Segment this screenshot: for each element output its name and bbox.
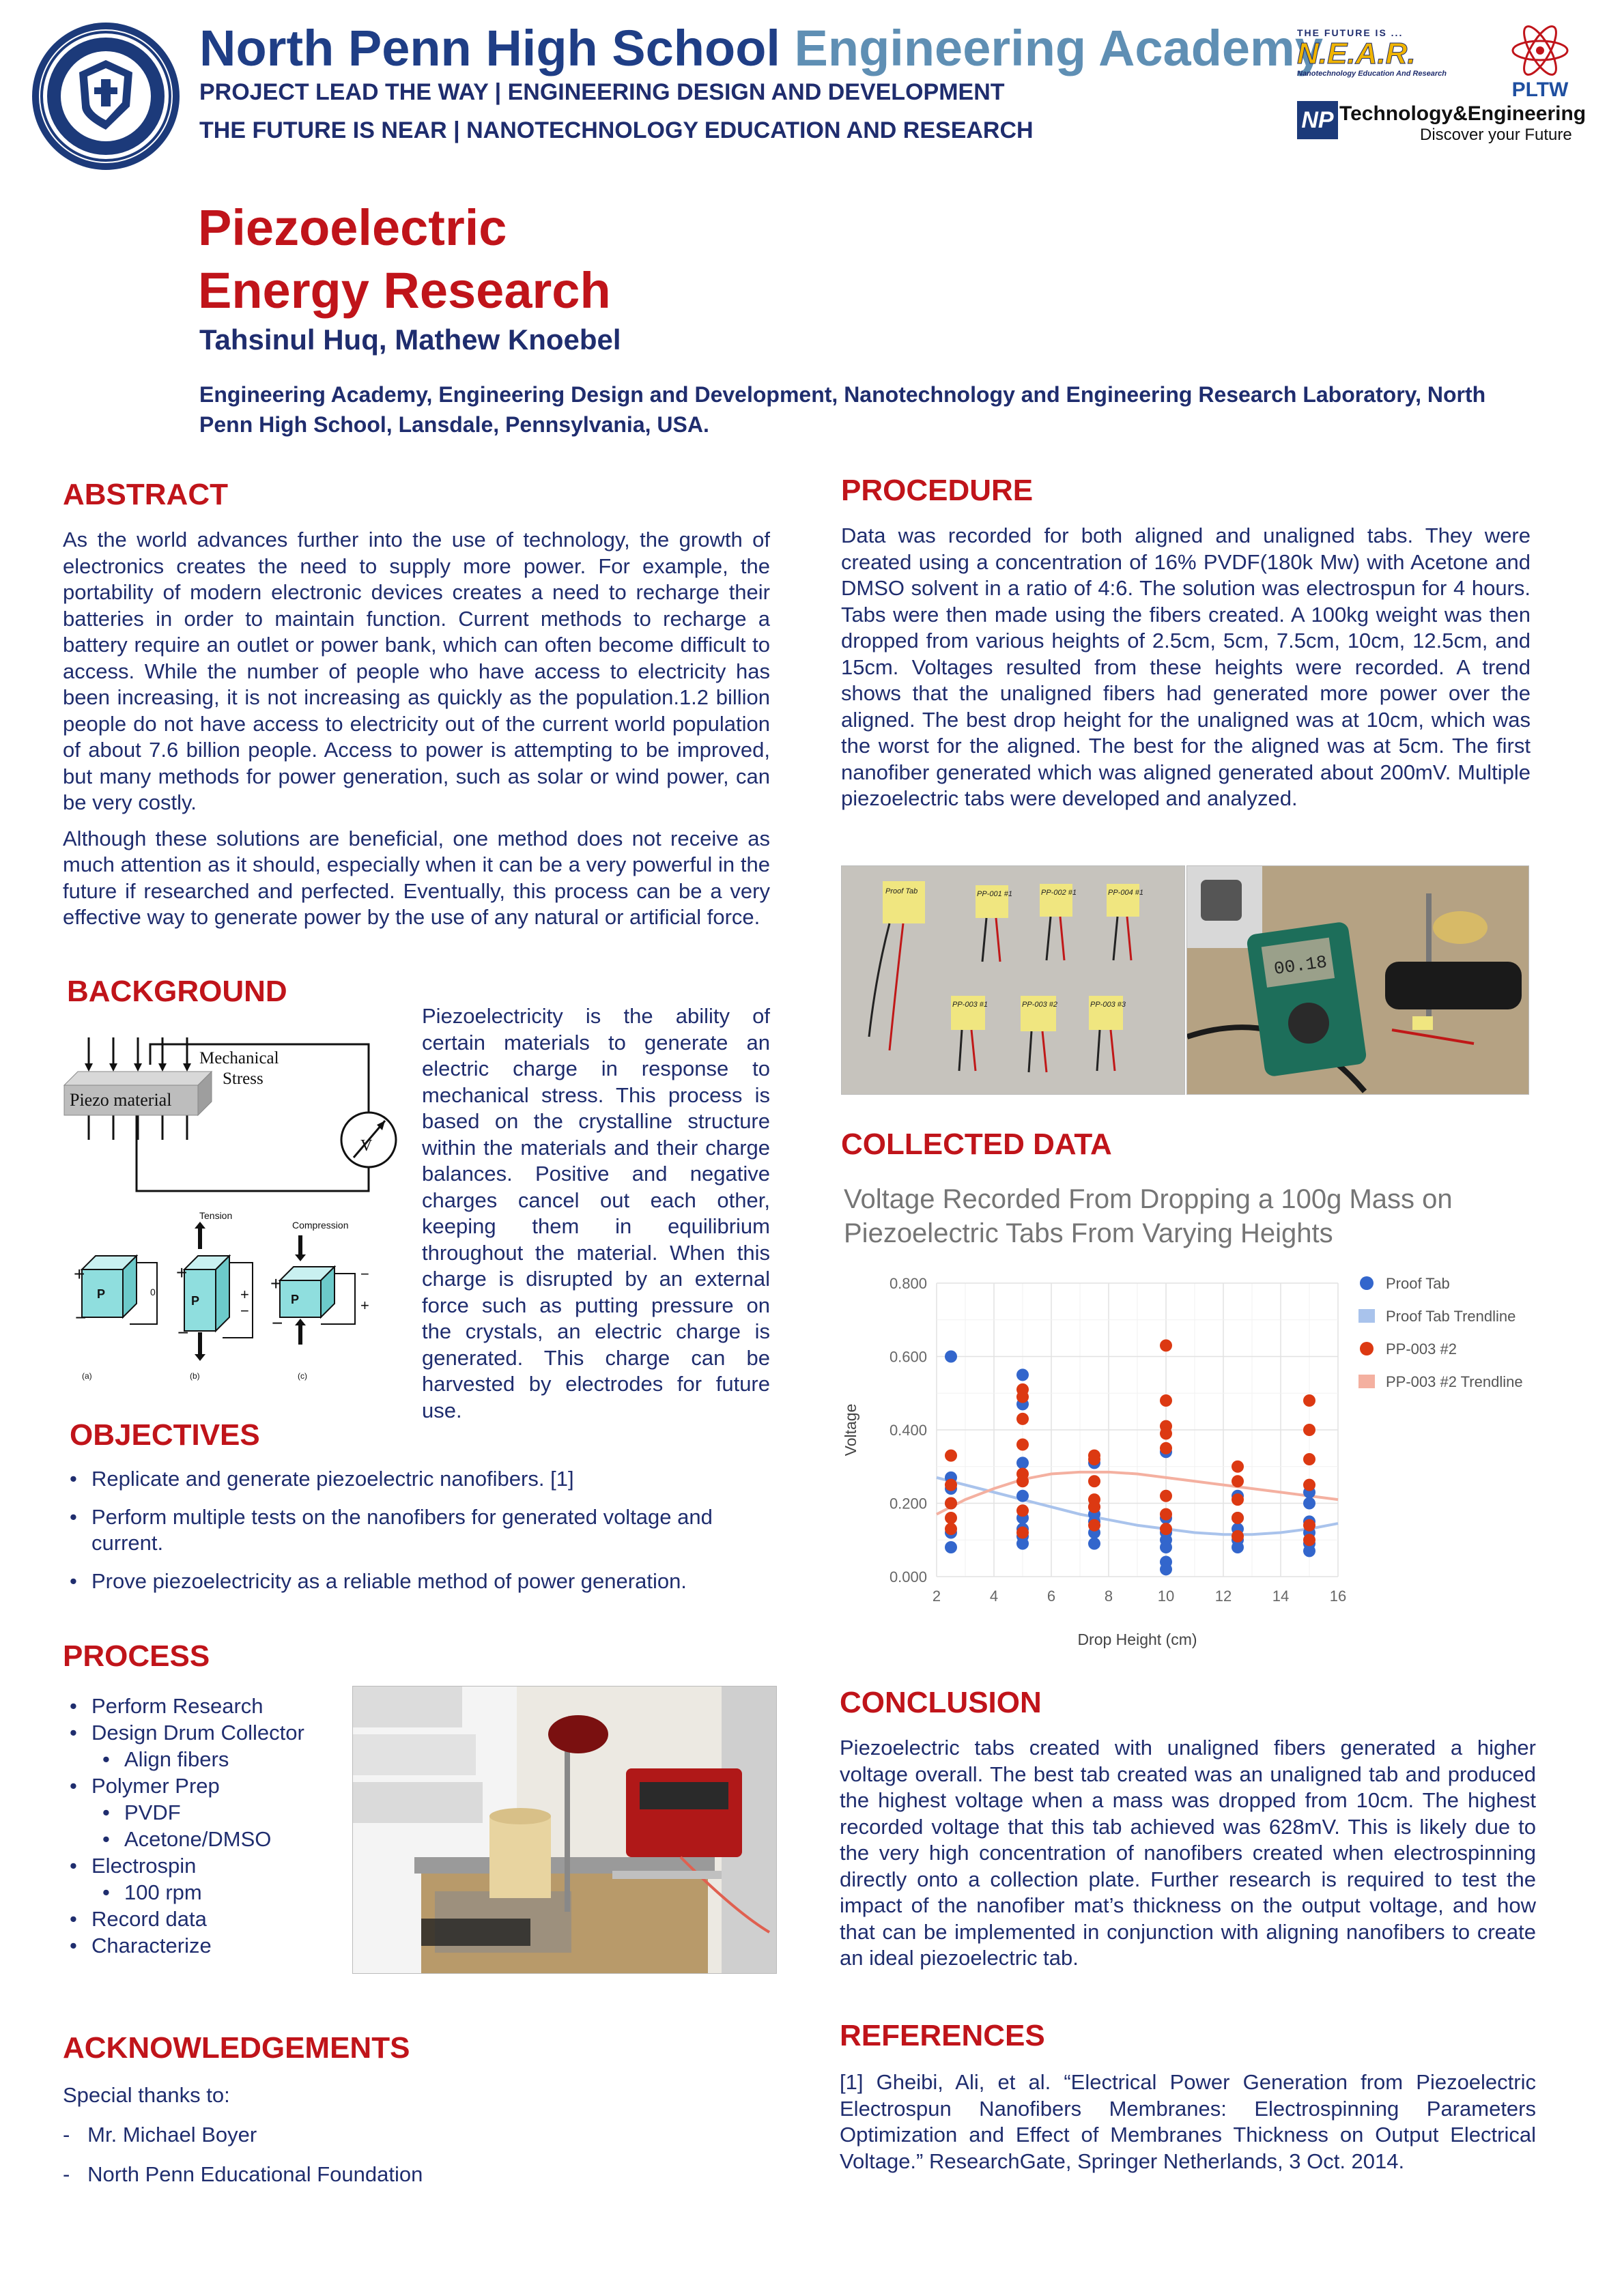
data-point [1088, 1538, 1100, 1550]
np-badge: NP [1297, 101, 1338, 139]
procedure-heading: PROCEDURE [841, 474, 1034, 507]
cell-c-side-plus: + [360, 1297, 369, 1314]
caption-a: (a) [82, 1371, 92, 1381]
cell-b-side-minus: − [240, 1302, 249, 1319]
tab-label: PP-004 #1 [1108, 889, 1143, 897]
data-point [945, 1523, 957, 1535]
diagram-mech-label-2: Stress [223, 1070, 264, 1088]
tension-label: Tension [199, 1210, 233, 1221]
y-tick-label: 0.800 [889, 1275, 927, 1292]
acknowledgements-intro: Special thanks to: [63, 2083, 230, 2107]
references-heading: REFERENCES [840, 2019, 1045, 2052]
cell-a-minus: − [75, 1307, 87, 1328]
near-logo [1297, 27, 1502, 82]
x-tick-label: 6 [1047, 1588, 1056, 1605]
authors: Tahsinul Huq, Mathew Knoebel [199, 324, 621, 356]
process-item: • Electrospin [63, 1852, 350, 1879]
data-point [1160, 1427, 1172, 1439]
voltage-chart [841, 1181, 1537, 1672]
poster-title-line2: Energy Research [198, 262, 611, 319]
legend-label: Proof Tab Trendline [1386, 1308, 1516, 1325]
data-point [1303, 1453, 1315, 1465]
data-point [1303, 1424, 1315, 1436]
chart-title: Voltage Recorded From Dropping a 100g Mass on Piezoelectric Tabs From Varying Heights [844, 1184, 1453, 1248]
acknowledgement-name: - North Penn Educational Foundation [63, 2162, 423, 2186]
process-subitem: • 100 rpm [63, 1879, 350, 1906]
data-point [1303, 1545, 1315, 1557]
data-point [1160, 1442, 1172, 1454]
multimeter-photo [1186, 865, 1529, 1095]
pltw-label: PLTW [1511, 78, 1569, 101]
data-point [1016, 1527, 1029, 1539]
cell-b-plus: + [176, 1262, 188, 1283]
conclusion-text: Piezoelectric tabs created with unaligned fibers generated a higher voltage overall. The best tab created was an unaligned tab and produced the highest voltage when a mass was dropped from 10cm. The highest recorded voltage that this tab achieved was 628mV. This is likely due to the very high concentration of nanofibers created when electrospinning directly onto a collection plate. Further research is required to test the impact of the nanofiber mat’s thickness on the output voltage, and how that can be implemented in conjunction with aligning nanofibers to create an ideal piezoelectric tab. [840, 1736, 1536, 1970]
tab-label: PP-002 #1 [1041, 889, 1077, 897]
data-point [1160, 1541, 1172, 1553]
tab-label: PP-003 #3 [1090, 1001, 1126, 1009]
data-point [1303, 1519, 1315, 1532]
x-tick-label: 8 [1104, 1588, 1113, 1605]
abstract-paragraph-1: As the world advances further into the use of technology, the growth of electronics creates the need to supply more power. For example, the portability of modern electronic devices creates a need to recharge their batteries in order to maintain function. Current methods to recharge a battery require an outlet or power bank, which can often become difficult to access. While the number of people who have access to electricity has been increasing, it is not increasing as quickly as the population.1.2 billion people do not have access to electricity out of the current world population of about 7.6 billion people. Access to power is attempting to be improved, but many methods for power generation, such as solar or wind power, can be very costly. [63, 528, 770, 814]
voltmeter-label: V [360, 1137, 373, 1155]
data-point [1016, 1475, 1029, 1487]
data-point [1160, 1563, 1172, 1575]
affiliation: Engineering Academy, Engineering Design and Development, Nanotechnology and Engineering Research Laboratory, North Penn High School, Lansdale, Pennsylvania, USA. [199, 382, 1486, 437]
background-text: Piezoelectricity is the ability of certain materials to generate an electric charge in response to mechanical stress. This process is based on the crystalline structure within the materials and their charge balances. Positive and negative charges cancel out each other, keeping them in equilibrium throughout the material. When this charge is disrupted by an external force such as putting pressure on the crystals, an electric charge is generated. This charge can be harvested by electrodes for future use. [422, 1004, 770, 1422]
legend-marker [1360, 1342, 1374, 1355]
cell-b-p: P [191, 1294, 200, 1308]
data-point [1160, 1508, 1172, 1521]
procedure-text: Data was recorded for both aligned and unaligned tabs. They were created using a concentration of 16% PVDF(180k Mw) with Acetone and DMSO solvent in a ratio of 4:6. The solution was electrospun for 4 hours. Tabs were then made using the fibers created. A 100kg weight was then dropped from various heights of 2.5cm, 5cm, 7.5cm, 10cm, 12.5cm, and 15cm. Voltages resulted from these heights were recorded. A trend shows that the unaligned fibers had generated more power over the aligned. The best drop height for the unaligned was at 10cm, which was the worst for the aligned. The best for the aligned was at 5cm. The first nanofiber generated which was aligned generated about 200mV. Multiple piezoelectric tabs were developed and analyzed. [841, 523, 1531, 810]
diagram-piezo-label: Piezo material [70, 1090, 172, 1110]
cell-c-minus: − [272, 1312, 283, 1334]
data-point [945, 1351, 957, 1363]
legend-marker [1358, 1309, 1375, 1323]
y-axis-label: Voltage [842, 1403, 859, 1456]
data-point [1303, 1534, 1315, 1546]
process-subitem: • Acetone/DMSO [63, 1826, 350, 1852]
data-point [1160, 1394, 1172, 1407]
data-point [1016, 1413, 1029, 1425]
near-subtitle: Nanotechnology Education And Research [1297, 70, 1447, 78]
conclusion-heading: CONCLUSION [840, 1686, 1042, 1719]
data-point [1016, 1439, 1029, 1451]
objective-item: • Replicate and generate piezoelectric nanofibers. [1] [63, 1466, 773, 1492]
te-line2: Discover your Future [1420, 126, 1572, 144]
cell-a-p: P [97, 1287, 106, 1301]
process-item: • Design Drum Collector [63, 1719, 350, 1746]
abstract-heading: ABSTRACT [63, 478, 228, 511]
data-point [945, 1450, 957, 1462]
process-item: • Perform Research [63, 1693, 350, 1719]
poster-title [198, 197, 611, 322]
cell-c-side-minus: − [360, 1265, 369, 1282]
objective-item: • Prove piezoelectricity as a reliable method of power generation. [63, 1568, 773, 1594]
background-heading: BACKGROUND [67, 975, 287, 1008]
data-point [1088, 1519, 1100, 1532]
electrospinning-setup-photo [352, 1686, 777, 1974]
x-tick-label: 14 [1272, 1588, 1290, 1605]
near-name: N.E.A.R. [1297, 37, 1416, 70]
process-item: • Record data [63, 1906, 350, 1932]
data-point [1088, 1475, 1100, 1487]
header-title [199, 19, 1323, 77]
y-tick-label: 0.600 [889, 1348, 927, 1366]
data-point [1232, 1461, 1244, 1473]
data-point [1303, 1394, 1315, 1407]
objective-item: • Perform multiple tests on the nanofibers for generated voltage and current. [63, 1504, 773, 1556]
legend-marker [1358, 1375, 1375, 1388]
data-point [945, 1479, 957, 1491]
acknowledgements-heading: ACKNOWLEDGEMENTS [63, 2031, 410, 2065]
data-point [1232, 1512, 1244, 1524]
process-subitem: • PVDF [63, 1799, 350, 1826]
abstract-paragraph-2: Although these solutions are beneficial, one method does not receive as much attention as it should, especially when it can be a very powerful in the future if researched and perfected. Eventually, this process can be a very effective way to generate power by the use of any natural or artificial force. [63, 826, 770, 929]
data-point [1088, 1453, 1100, 1465]
x-tick-label: 2 [932, 1588, 941, 1605]
legend-label: Proof Tab [1386, 1275, 1450, 1292]
compression-label: Compression [292, 1220, 349, 1231]
cell-c-p: P [291, 1293, 300, 1306]
cell-a-plus: + [74, 1263, 85, 1285]
data-point [1232, 1493, 1244, 1506]
y-tick-label: 0.000 [889, 1568, 927, 1585]
data-point [945, 1497, 957, 1510]
pltw-logo [1499, 23, 1581, 101]
collected-data-heading: COLLECTED DATA [841, 1128, 1112, 1161]
abstract-body [63, 527, 770, 941]
acknowledgement-name: - Mr. Michael Boyer [63, 2123, 257, 2147]
data-point [1016, 1456, 1029, 1469]
data-point [1016, 1504, 1029, 1517]
x-tick-label: 12 [1214, 1588, 1232, 1605]
x-tick-label: 16 [1329, 1588, 1347, 1605]
data-point [1016, 1538, 1029, 1550]
data-point [1232, 1541, 1244, 1553]
data-point [1016, 1391, 1029, 1403]
caption-c: (c) [298, 1371, 307, 1381]
cell-a-zero: 0 [150, 1287, 156, 1297]
data-point [1160, 1490, 1172, 1502]
process-item: • Polymer Prep [63, 1773, 350, 1799]
crystal-cell-b [176, 1222, 253, 1381]
cell-c-plus: + [270, 1273, 282, 1294]
meter-display: 00.18 [1272, 951, 1328, 980]
data-point [1232, 1530, 1244, 1542]
x-tick-label: 4 [989, 1588, 999, 1605]
diagram-mech-label-1: Mechanical [199, 1049, 279, 1067]
data-point [1232, 1475, 1244, 1487]
legend-label: PP-003 #2 [1386, 1340, 1457, 1358]
data-point [1016, 1368, 1029, 1381]
data-point [945, 1512, 957, 1524]
school-seal-logo [30, 20, 182, 172]
data-point [1016, 1490, 1029, 1502]
cell-b-minus: − [177, 1322, 189, 1343]
near-tagline: THE FUTURE IS ... [1297, 27, 1404, 38]
data-point [1088, 1501, 1100, 1513]
objectives-list [63, 1466, 773, 1607]
tab-label: PP-001 #1 [977, 890, 1012, 898]
crystal-cell-a [74, 1256, 157, 1381]
data-point [1303, 1497, 1315, 1510]
tab-label: PP-003 #1 [952, 1001, 988, 1009]
atom-icon [1499, 23, 1581, 78]
objectives-heading: OBJECTIVES [70, 1418, 260, 1452]
y-tick-label: 0.200 [889, 1495, 927, 1512]
header-subtitle-2: THE FUTURE IS NEAR | NANOTECHNOLOGY EDUCATION AND RESEARCH [199, 117, 1034, 143]
data-point [1160, 1339, 1172, 1351]
process-heading: PROCESS [63, 1639, 210, 1673]
header-title-accent: Engineering Academy [794, 20, 1324, 76]
y-tick-label: 0.400 [889, 1422, 927, 1439]
header-subtitle-1: PROJECT LEAD THE WAY | ENGINEERING DESIGN AND DEVELOPMENT [199, 79, 1005, 105]
crystal-cell-c [270, 1235, 369, 1381]
x-axis-label: Drop Height (cm) [1077, 1631, 1197, 1648]
header-title-main: North Penn High School [199, 20, 780, 76]
x-tick-label: 10 [1157, 1588, 1175, 1605]
cell-b-side-plus: + [240, 1286, 249, 1303]
tab-label: PP-003 #2 [1022, 1001, 1057, 1009]
process-subitem: • Align fibers [63, 1746, 350, 1773]
poster-title-line1: Piezoelectric [198, 199, 507, 256]
tab-label: Proof Tab [885, 887, 918, 895]
chart-canvas [841, 1181, 1537, 1672]
legend-marker [1360, 1276, 1374, 1290]
caption-b: (b) [190, 1371, 200, 1381]
references-text: [1] Gheibi, Ali, et al. “Electrical Power Generation from Piezoelectric Electrospun Nanofibers Membranes: Electrospinning Parameters Optimization and Effect of Membranes Thickness on Output Electrical Voltage.” ResearchGate, Springer Netherlands, 3 Oct. 2014. [840, 2070, 1536, 2173]
te-line1: Technology&Engineering [1339, 102, 1587, 125]
data-point [1160, 1523, 1172, 1535]
data-point [1303, 1479, 1315, 1491]
legend-label: PP-003 #2 Trendline [1386, 1373, 1523, 1390]
piezo-diagram [55, 1024, 423, 1406]
process-item: • Characterize [63, 1932, 350, 1959]
process-list [63, 1693, 350, 1959]
data-point [945, 1541, 957, 1553]
piezo-tabs-photo [841, 865, 1185, 1095]
